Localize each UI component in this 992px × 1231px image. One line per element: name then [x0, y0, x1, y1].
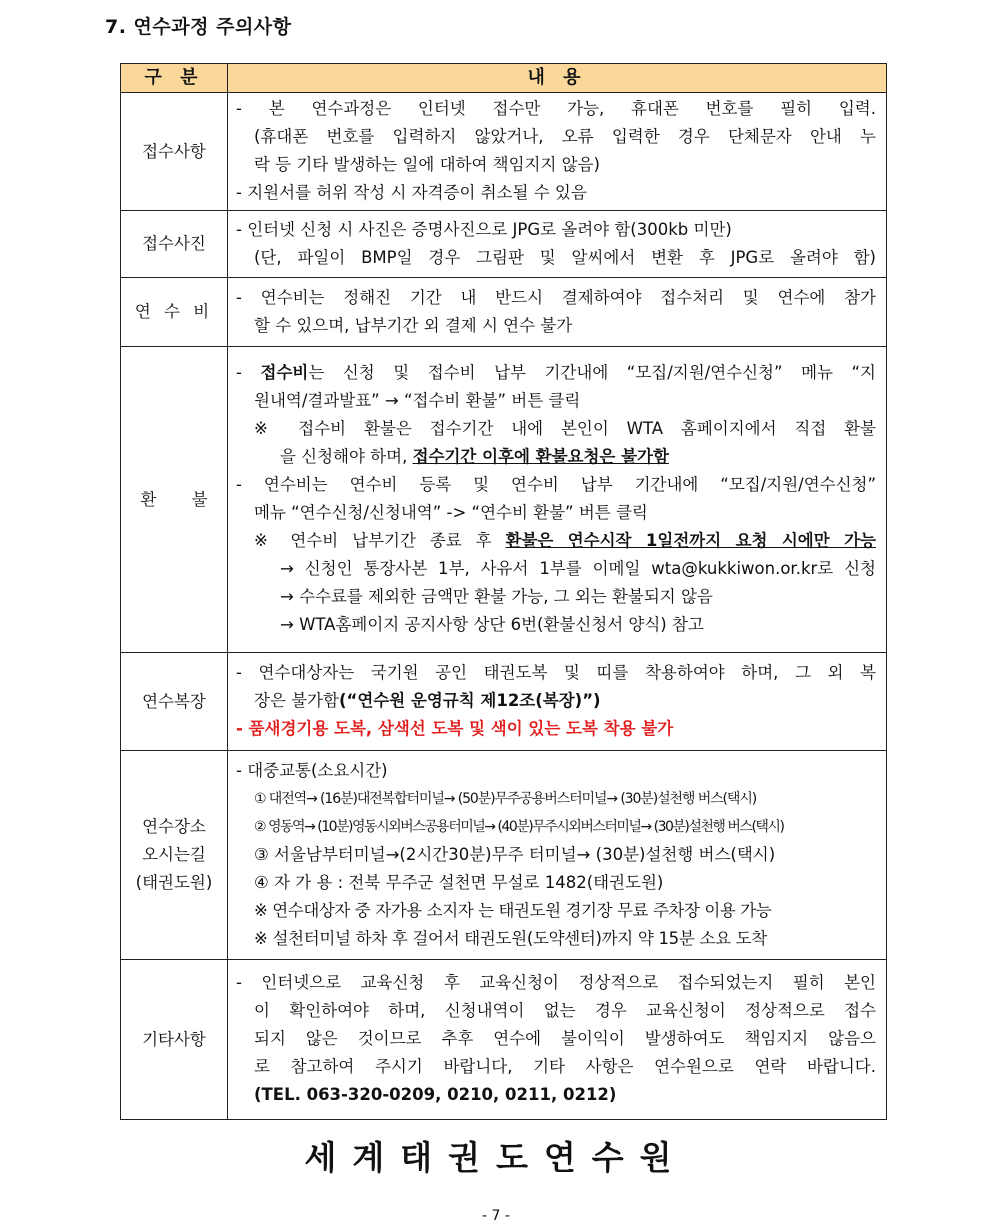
- row-content: [228, 278, 887, 347]
- content-line: ※ 설천터미널 하차 후 걸어서 태권도원(도약센터)까지 약 15분 소요 도착: [254, 928, 767, 948]
- phone-line: (TEL. 063-320-0209, 0210, 0211, 0212): [254, 1085, 617, 1104]
- content-line: - 지원서를 허위 작성 시 자격증이 취소될 수 있음: [236, 183, 587, 202]
- content-line: 락 등 기타 발생하는 일에 대하여 책임지지 않음): [254, 155, 600, 174]
- content-line: ※ 연수비 납부기간 종료 후 환불은 연수시작 1일전까지 요청 시에만 가능: [254, 531, 876, 550]
- content-line: → WTA홈페이지 공지사항 상단 6번(환불신청서 양식) 참고: [280, 615, 704, 634]
- row-label: 연 수 비: [121, 278, 228, 347]
- row-label: 환 불: [121, 347, 228, 653]
- section-title: 7. 연수과정 주의사항: [105, 16, 292, 38]
- row-content: [228, 347, 887, 653]
- content-line: 을 신청해야 하며, 접수기간 이후에 환불요청은 불가함: [280, 447, 669, 466]
- content-line: 할 수 있으며, 납부기간 외 결제 시 연수 불가: [254, 315, 573, 335]
- content-line: ② 영동역→ (10분)영동시외버스공용터미널→ (40분)무주시외버스터미널→ (30분)설천행 버스(택시): [254, 818, 784, 835]
- row-label: 접수사진: [121, 211, 228, 278]
- table-row: [121, 347, 887, 653]
- header-content: 내 용: [228, 64, 887, 93]
- content-line: 장은 불가함(“연수원 운영규칙 제12조(복장)”): [254, 691, 601, 710]
- content-line: ① 대전역→ (16분)대전복합터미널→ (50분)무주공용버스터미널→ (30분)설천행 버스(택시): [254, 790, 757, 807]
- table-row: [121, 751, 887, 960]
- row-content: [228, 751, 887, 960]
- content-line: 이 확인하여야 하며, 신청내역이 없는 경우 교육신청이 정상적으로 접수: [254, 1001, 876, 1020]
- content-line: 메뉴 “연수신청/신청내역” -> “연수비 환불” 버튼 클릭: [254, 503, 648, 522]
- table-row: [121, 278, 887, 347]
- header-category: 구 분: [121, 64, 228, 93]
- content-line: 되지 않은 것이므로 추후 연수에 불이익이 발생하여도 책임지지 않음으: [254, 1029, 876, 1048]
- page-number: - 7 -: [482, 1208, 510, 1224]
- content-line: (단, 파일이 BMP일 경우 그림판 및 알씨에서 변환 후 JPG로 올려야 함): [254, 247, 876, 267]
- content-line: → 수수료를 제외한 금액만 환불 가능, 그 외는 환불되지 않음: [280, 587, 713, 606]
- content-line: - 대중교통(소요시간): [236, 760, 388, 780]
- content-line: - 인터넷 신청 시 사진은 증명사진으로 JPG로 올려야 함(300kb 미만): [236, 219, 732, 239]
- table-row: [121, 653, 887, 751]
- content-line: ④ 자 가 용 : 전북 무주군 설천면 무설로 1482(태권도원): [254, 872, 664, 892]
- content-line: ※ 접수비 환불은 접수기간 내에 본인이 WTA 홈페이지에서 직접 환불: [254, 419, 876, 438]
- content-line: - 접수비는 신청 및 접수비 납부 기간내에 “모집/지원/연수신청” 메뉴 “지: [236, 363, 876, 382]
- content-line: - 연수비는 연수비 등록 및 연수비 납부 기간내에 “모집/지원/연수신청”: [236, 475, 876, 494]
- table-row: [121, 93, 887, 211]
- row-content: [228, 211, 887, 278]
- content-line: → 신청인 통장사본 1부, 사유서 1부를 이메일 wta@kukkiwon.or.kr로 신청: [280, 559, 876, 578]
- table-row: [121, 960, 887, 1120]
- row-content: [228, 960, 887, 1120]
- row-label: 연수장소 오시는길 (태권도원): [121, 751, 228, 960]
- content-line: - 인터넷으로 교육신청 후 교육신청이 정상적으로 접수되었는지 필히 본인: [236, 973, 876, 992]
- organization-name: 세계태권도연수원: [304, 1138, 688, 1177]
- content-line: - 본 연수과정은 인터넷 접수만 가능, 휴대폰 번호를 필히 입력.: [236, 99, 876, 118]
- content-line: 원내역/결과발표” → “접수비 환불” 버튼 클릭: [254, 391, 581, 410]
- row-content: [228, 653, 887, 751]
- content-line: - 연수대상자는 국기원 공인 태권도복 및 띠를 착용하여야 하며, 그 외 복: [236, 663, 876, 682]
- content-line: - 연수비는 정해진 기간 내 반드시 결제하여야 접수처리 및 연수에 참가: [236, 287, 876, 307]
- table-row: [121, 211, 887, 278]
- content-line: ※ 연수대상자 중 자가용 소지자 는 태권도원 경기장 무료 주차장 이용 가능: [254, 900, 772, 920]
- content-line: 로 참고하여 주시기 바랍니다, 기타 사항은 연수원으로 연락 바랍니다.: [254, 1057, 876, 1076]
- content-line: ③ 서울남부터미널→(2시간30분)무주 터미널→ (30분)설천행 버스(택시): [254, 844, 776, 864]
- content-line: (휴대폰 번호를 입력하지 않았거나, 오류 입력한 경우 단체문자 안내 누: [254, 127, 876, 146]
- row-content: [228, 93, 887, 211]
- table-header-row: [121, 64, 887, 93]
- notice-table: [120, 63, 887, 1120]
- row-label: 접수사항: [121, 93, 228, 211]
- row-label: 기타사항: [121, 960, 228, 1120]
- row-label: 연수복장: [121, 653, 228, 751]
- warning-line: - 품새경기용 도복, 삼색선 도복 및 색이 있는 도복 착용 불가: [236, 719, 674, 738]
